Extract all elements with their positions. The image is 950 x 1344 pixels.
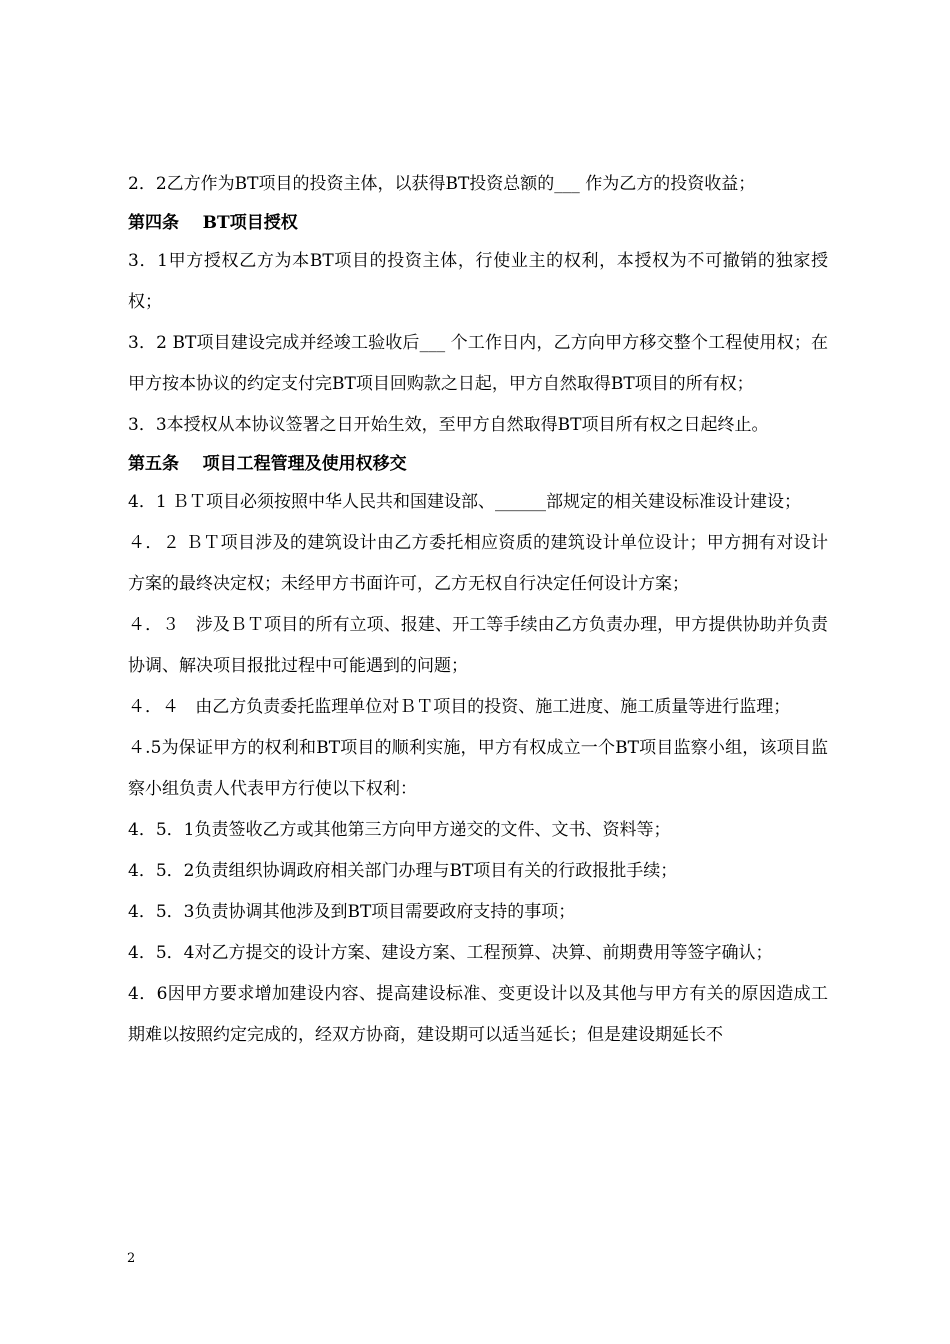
clause-4-3: ４．３ 涉及ＢＴ项目的所有立项、报建、开工等手续由乙方负责办理，甲方提供协助并负责协调、解决项目报批过程中可能遇到的问题；	[128, 615, 828, 676]
clause-2-2: 2．2乙方作为BT项目的投资主体，以获得BT投资总额的___ 作为乙方的投资收益；	[128, 174, 756, 194]
document-body	[128, 164, 828, 1056]
clause-3-3: 3．3本授权从本协议签署之日开始生效，至甲方自然取得BT项目所有权之日起终止。	[128, 415, 769, 435]
clause-4-5-2: 4．5．2负责组织协调政府相关部门办理与BT项目有关的行政报批手续；	[128, 861, 678, 881]
clause-3-1: 3．1甲方授权乙方为本BT项目的投资主体，行使业主的权利，本授权为不可撤销的独家授权；	[128, 251, 828, 312]
clause-4-5-4: 4．5．4对乙方提交的设计方案、建设方案、工程预算、决算、前期费用等签字确认；	[128, 943, 773, 963]
clause-4-5: ４.5为保证甲方的权利和BT项目的顺利实施，甲方有权成立一个BT项目监察小组，该项目监察小组负责人代表甲方行使以下权利：	[128, 738, 828, 799]
clause-4-5-1: 4．5．1负责签收乙方或其他第三方向甲方递交的文件、文书、资料等；	[128, 820, 671, 840]
article-4-heading: 第四条 BT项目授权	[128, 213, 298, 233]
article-5-heading: 第五条 项目工程管理及使用权移交	[128, 454, 407, 474]
clause-4-6: 4．6因甲方要求增加建设内容、提高建设标准、变更设计以及其他与甲方有关的原因造成工期难以按照约定完成的，经双方协商，建设期可以适当延长；但是建设期延长不	[128, 984, 828, 1045]
clause-4-1: 4．1 ＢＴ项目必须按照中华人民共和国建设部、______部规定的相关建设标准设计建设；	[128, 492, 802, 512]
clause-4-5-3: 4．5．3负责协调其他涉及到BT项目需要政府支持的事项；	[128, 902, 576, 922]
clause-4-4: ４．４ 由乙方负责委托监理单位对ＢＴ项目的投资、施工进度、施工质量等进行监理；	[128, 697, 791, 717]
page-number: 2	[127, 1251, 136, 1266]
clause-4-2: ４．２ ＢＴ项目涉及的建筑设计由乙方委托相应资质的建筑设计单位设计；甲方拥有对设计方案的最终决定权；未经甲方书面许可，乙方无权自行决定任何设计方案；	[128, 533, 828, 594]
clause-3-2: 3．2 BT项目建设完成并经竣工验收后___ 个工作日内，乙方向甲方移交整个工程使用权；在甲方按本协议的约定支付完BT项目回购款之日起，甲方自然取得BT项目的所有权；	[128, 333, 828, 394]
